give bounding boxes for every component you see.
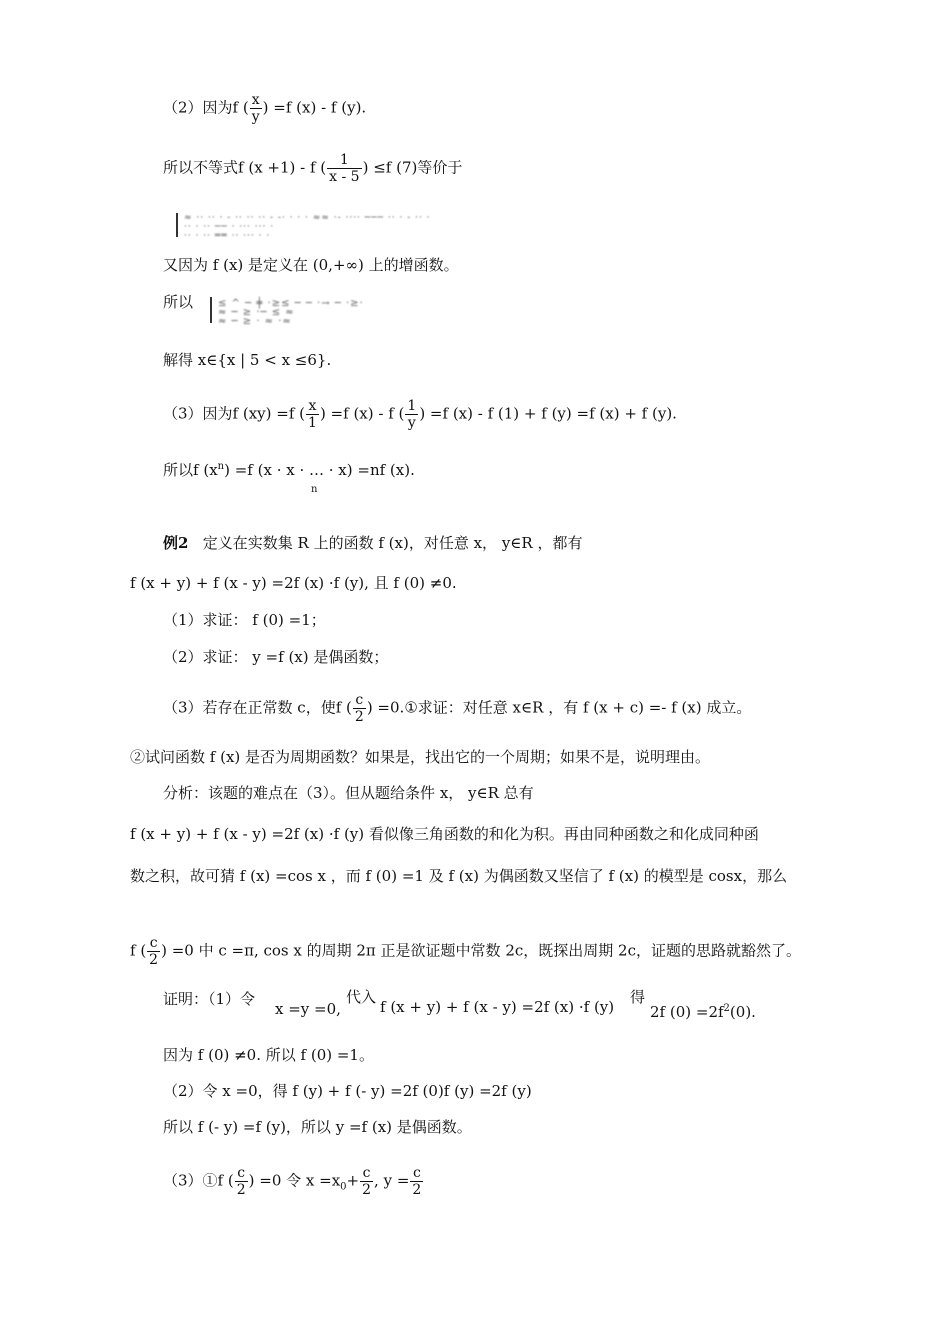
proof-line-3: [163, 1081, 532, 1101]
text-part: 所以: [163, 461, 194, 479]
expr-part: f (x + y) + f (x - y) =2f (x) ·f (y), 且 f (0) ≠0.: [130, 574, 457, 592]
fraction: [306, 398, 319, 431]
expr-part: f (x +1) - f (: [238, 158, 327, 177]
expr-part: ) =f (x) - f (: [319, 404, 405, 423]
text-part: ) =0 中 c =π, cos x 的周期 2π 正是欲证题中常数 2c，既探出周期 2c，证题的思路就豁然了。: [161, 941, 801, 960]
example-2-line: [163, 533, 582, 553]
fraction-numerator: c: [410, 1165, 423, 1182]
fraction-numerator: 1: [407, 398, 417, 414]
expr-part: （3）①f (: [163, 1171, 234, 1190]
system-brace: [210, 297, 212, 323]
text-part: 数之积，故可猜 f (x) =cos x ，而 f (0) =1 及 f (x) 为偶函数又坚信了 f (x) 的模型是 cosx，那么: [130, 867, 788, 885]
fraction-denominator: x - 5: [329, 169, 360, 185]
functional-equation-line: [130, 573, 457, 593]
question-3: [163, 692, 751, 725]
step-3-line: [163, 398, 677, 431]
proof-line-2: [163, 1045, 374, 1065]
fraction-denominator: 1: [308, 415, 317, 431]
fraction-denominator: 2: [236, 1182, 246, 1198]
text-part: （2）求证： y =f (x) 是偶函数；: [163, 648, 389, 666]
expr-part: 2f (0) =2f: [650, 1003, 724, 1021]
fraction: [353, 692, 366, 725]
expr-part: ) =0 令 x =x: [248, 1171, 341, 1190]
text-part: 定义在实数集 R 上的函数 f (x)，对任意 x， y∈R ，都有: [202, 534, 583, 552]
expr-part: x =y =0,: [275, 1000, 341, 1018]
analysis-line-1: [163, 783, 534, 803]
fraction-denominator: 2: [149, 952, 159, 968]
text-part: 又因为 f (x) 是定义在 (0,+∞) 上的增函数。: [163, 256, 459, 274]
expr-part: f (: [232, 98, 249, 117]
blurred-system-image: ≈ ·· ·· · - ·· ·· ·· - -· · · · ≈≈ ·- ···· ─── ·· · - ·· · ·· · ·· ── · ··· ··· · ·· · ·· ══ ·· ··· · ·: [184, 213, 431, 241]
step-2-line: [163, 92, 366, 125]
proof-line-1-sub: [346, 987, 376, 1007]
analysis-line-4: [130, 935, 801, 968]
solution-line: [163, 350, 331, 370]
text-part: ②试问函数 f (x) 是否为周期函数？如果是，找出它的一个周期；如果不是，说明理由。: [130, 748, 711, 766]
fraction-denominator: 2: [354, 709, 364, 725]
fraction-numerator: x: [250, 92, 262, 109]
fraction-numerator: 1: [327, 152, 361, 169]
therefore-line: [163, 292, 193, 312]
superscript: n: [217, 461, 225, 472]
fraction-numerator: c: [147, 935, 160, 952]
text-part: f (x + y) + f (x - y) =2f (x) ·f (y) 看似像三角函数的和化为积。再由同种函数之和化成同种函: [130, 825, 759, 843]
expr-part: +: [346, 1171, 360, 1190]
example-label: 例2: [163, 534, 189, 552]
step-label: （3）因为: [163, 404, 233, 423]
proof-line-1-expr: [380, 997, 614, 1017]
subscript: n: [311, 484, 318, 495]
text-part: 所以不等式: [163, 158, 239, 177]
expr-part: ) =f (x) - f (y).: [262, 98, 367, 117]
text-part: 代入: [346, 988, 377, 1006]
fraction: [250, 92, 262, 125]
inequality-line: [163, 152, 462, 185]
question-3-part-2: [130, 747, 710, 767]
text-part: 所以 f (- y) =f (y)，所以 y =f (x) 是偶函数。: [163, 1118, 472, 1136]
proof-line-1-eq: [275, 999, 341, 1019]
fraction-numerator: c: [353, 692, 366, 709]
expr-part: f (: [130, 941, 147, 960]
subscript: 0: [340, 1181, 347, 1193]
fraction-denominator: y: [251, 109, 260, 125]
expr-part: f (: [335, 698, 352, 717]
text-part: 等价于: [417, 158, 463, 177]
text-part: 解得 x∈{x | 5 < x ≤6}.: [163, 351, 332, 369]
fraction-numerator: c: [235, 1165, 248, 1182]
expr-part: x∈R: [512, 698, 544, 717]
fraction: [405, 398, 418, 431]
text-part: （3）若存在正常数 c，使: [163, 698, 336, 717]
expr-part: f (x: [193, 461, 218, 479]
text-part: （1）求证： f (0) =1；: [163, 611, 326, 629]
text-part: 分析：该题的难点在（3）。但从题给条件 x， y∈R 总有: [163, 784, 534, 802]
text-part: ，有 f (x + c) =- f (x) 成立。: [548, 698, 752, 717]
expr-part: (0).: [729, 1003, 756, 1021]
expr-part: ) ≤f (7): [362, 158, 418, 177]
expr-part: , y =: [374, 1171, 410, 1190]
text-part: （2）令 x =0，得 f (y) + f (- y) =2f (0)f (y) =2f (y): [163, 1082, 532, 1100]
question-1: [163, 610, 326, 630]
superscript: 2: [723, 1003, 730, 1014]
analysis-line-2: [130, 824, 759, 844]
expr-part: f (x + y) + f (x - y) =2f (x) ·f (y): [380, 998, 615, 1016]
fraction: [235, 1165, 248, 1198]
fraction-numerator: x: [306, 398, 319, 415]
text-part: 因为 f (0) ≠0. 所以 f (0) =1。: [163, 1046, 374, 1064]
fraction-denominator: y: [407, 415, 416, 431]
fraction: [327, 152, 361, 185]
expr-part: ) =f (x · x · … · x) =nf (x).: [224, 461, 415, 479]
blurred-system-image: ≤ ^ ─ ╪ ·≥≤ ─ ─ ·→ ─ ·≥· ≈ ─ ≥ ·─ ≤ ≈ ≈ ─ ≥ · ≈ ·≈: [218, 298, 364, 327]
increasing-function-line: [163, 255, 459, 275]
expr-part: f (xy) =f (: [232, 404, 306, 423]
expr-part: ) =f (x) - f (1) + f (y) =f (x) + f (y).: [419, 404, 677, 423]
fraction-denominator: 2: [412, 1182, 422, 1198]
fraction: [410, 1165, 423, 1198]
system-brace: [176, 213, 178, 237]
text-part: 得: [630, 988, 646, 1006]
fraction: [360, 1165, 373, 1198]
text-part: 证明：（1）令: [163, 990, 256, 1008]
text-part: ①求证：对任意: [404, 698, 508, 717]
power-line: [163, 457, 415, 480]
proof-line-1-result: [650, 999, 756, 1022]
step-label: （2）因为: [163, 98, 233, 117]
proof-line-5: [163, 1165, 424, 1198]
proof-line-4: [163, 1117, 472, 1137]
analysis-line-3: [130, 866, 787, 886]
proof-line-1: [163, 989, 255, 1009]
question-2: [163, 647, 388, 667]
fraction-numerator: c: [360, 1165, 373, 1182]
proof-line-1-get: [630, 987, 645, 1007]
expr-part: ) =0.: [366, 698, 405, 717]
subscript-n: [311, 480, 317, 500]
fraction-denominator: 2: [362, 1182, 372, 1198]
fraction: [147, 935, 160, 968]
text-part: 所以: [163, 293, 194, 311]
